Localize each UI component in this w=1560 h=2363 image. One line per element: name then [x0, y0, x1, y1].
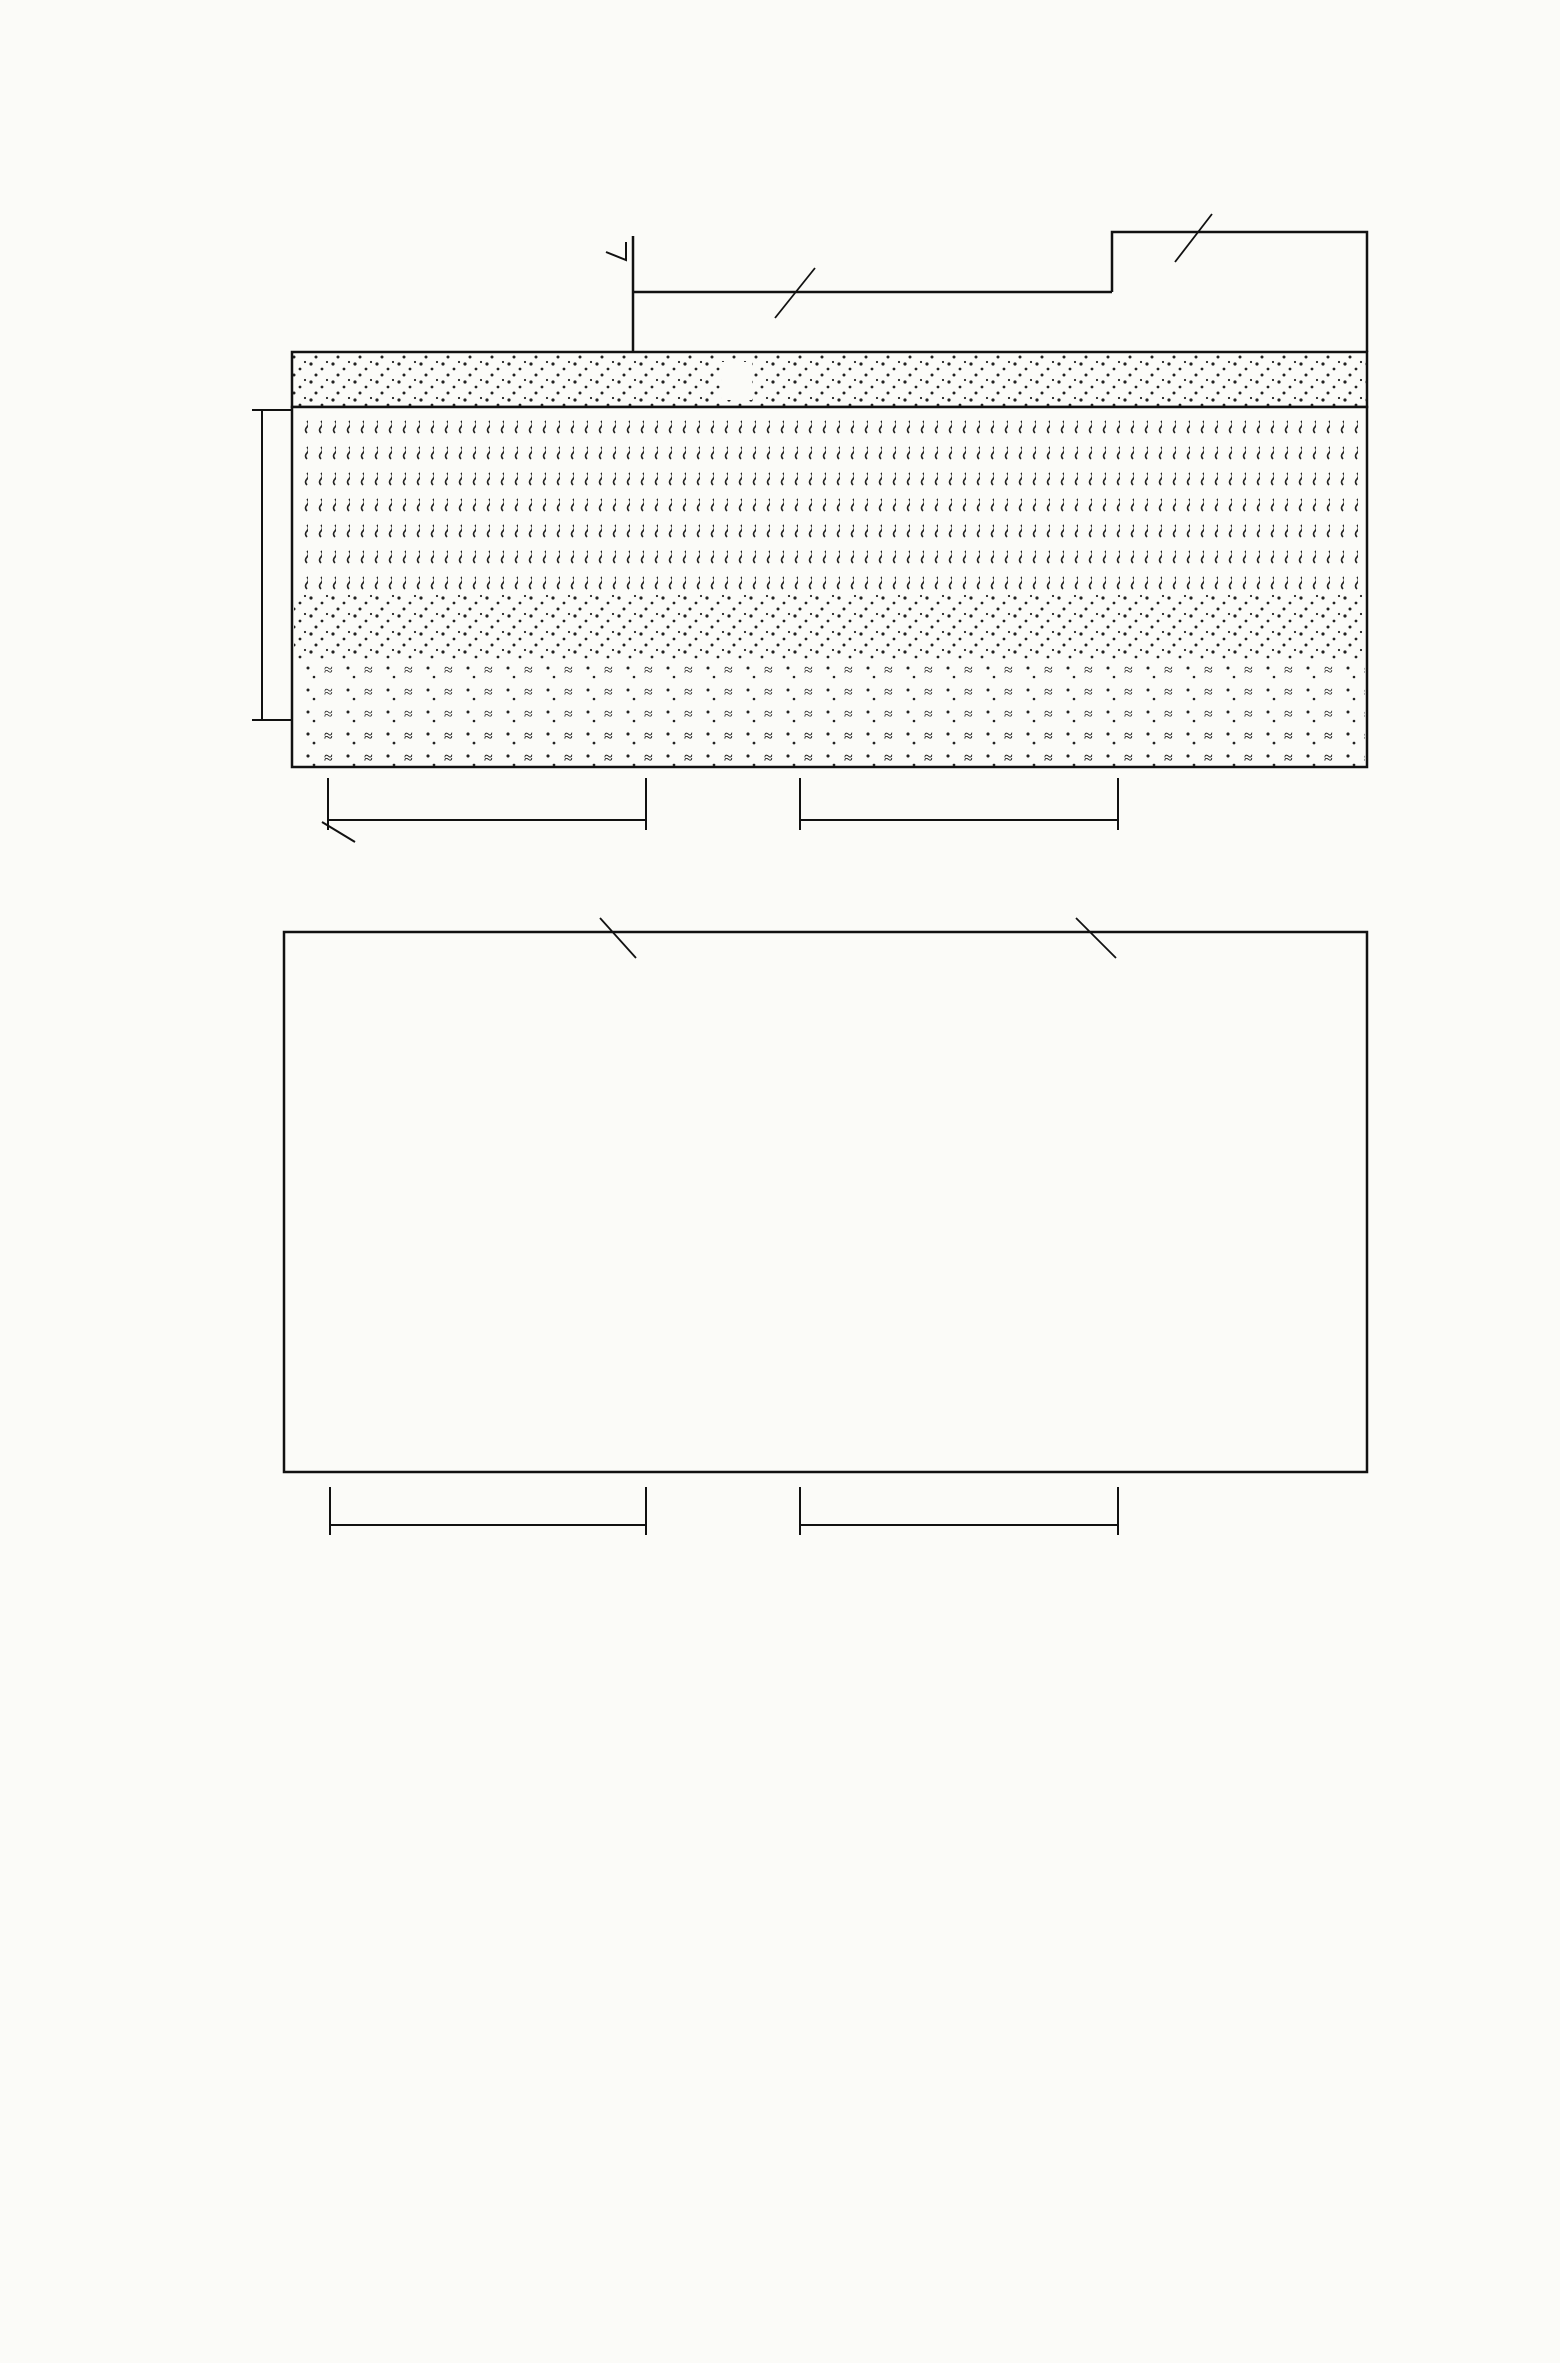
callout-4-leader [600, 918, 636, 958]
soil-middle-sand [294, 594, 1365, 659]
plan-outline [284, 932, 1367, 1472]
callout-5-leader [1076, 918, 1116, 958]
soil-base-layer [294, 724, 1365, 766]
load-p2-block [1112, 232, 1367, 352]
callout-1-leader [606, 242, 626, 260]
callout-3-leader [322, 822, 355, 842]
load-p2-leader [1175, 214, 1212, 262]
callout-2-bg [722, 362, 752, 400]
distribution-layer [292, 352, 1367, 407]
soil-upper-clay [294, 409, 1365, 594]
